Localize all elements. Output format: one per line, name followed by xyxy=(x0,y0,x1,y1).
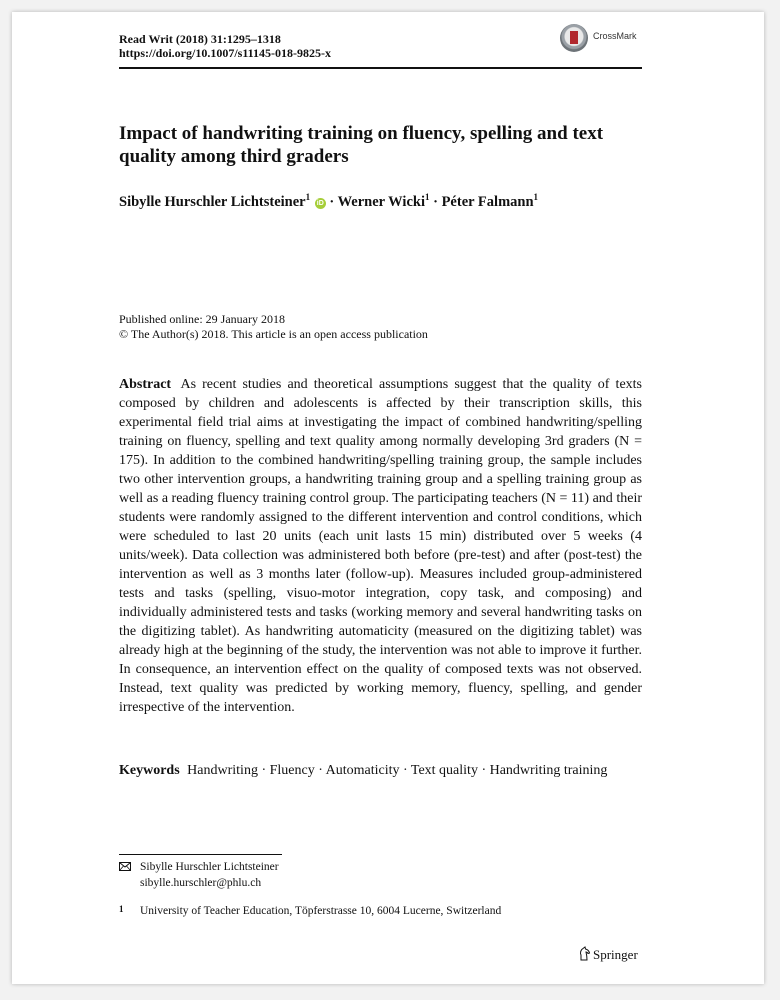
orcid-icon[interactable]: iD xyxy=(316,199,324,207)
header-divider xyxy=(119,67,642,69)
abstract-label: Abstract xyxy=(119,377,172,392)
envelope-icon xyxy=(119,862,131,871)
publisher-logo xyxy=(578,946,638,963)
crossmark-icon xyxy=(560,24,588,52)
keywords xyxy=(119,761,642,780)
doi-link[interactable]: https://doi.org/10.1007/s11145-018-9825-x xyxy=(119,46,332,60)
abstract-text: As recent studies and theoretical assumptions suggest that the quality of texts composed by children and adolescents is affected by their transcription skills, this experimental field trial aims at investigating the impact of combined handwriting/spelling training on fluency, spelling and text quality among normally developing 3rd graders (N = 175). In addition to the combined handwriting/spelling training group, the sample includes two other intervention groups, a handwriting training group and a spelling training group as well as a reading fluency training control group. The participating teachers (N = 11) and their students were randomly assigned to the different intervention and control conditions, which were scheduled to last 20 units (each unit lasts 15 min) distributed over 5 weeks (4 units/week). Data collection was administered both before (pre-test) and after (post-test) the intervention as well as 3 months later (follow-up). Measures included group-administered tests and tasks (spelling, visuo-motor integration, copy task, and composing) and individually administered tests and tasks (working memory and several handwriting tasks on the digitizing tablet). As handwriting automaticity (measured on the digitizing tablet) was already high at the beginning of the study, the intervention was not able to improve it further. In consequence, an intervention effect on the quality of composed texts was not observed. Instead, text quality was predicted by working memory, fluency, spelling, and gender irrespective of the intervention. xyxy=(119,377,642,715)
corresponding-author-name: Sibylle Hurschler Lichtsteiner xyxy=(140,861,279,873)
crossmark-label: CrossMark xyxy=(593,31,637,41)
affiliation-number: 1 xyxy=(119,904,124,914)
abstract xyxy=(119,375,642,717)
affiliation-text: University of Teacher Education, Töpferstrasse 10, 6004 Lucerne, Switzerland xyxy=(140,905,502,917)
footnote-divider xyxy=(119,854,282,855)
author-name: Péter Falmann xyxy=(441,193,534,210)
crossmark-badge[interactable] xyxy=(560,22,650,58)
article-title: Impact of handwriting training on fluency, spelling and text quality among third graders xyxy=(119,123,604,167)
keywords-text: Handwriting · Fluency · Automaticity · Text quality · Handwriting training xyxy=(187,763,608,778)
corresponding-author-email[interactable]: sibylle.hurschler@phlu.ch xyxy=(140,877,262,889)
publisher-name: Springer xyxy=(593,947,638,962)
author-list xyxy=(119,192,538,211)
author-affiliation-mark: 1 xyxy=(305,192,311,202)
author-name: Sibylle Hurschler Lichtsteiner xyxy=(119,193,306,210)
springer-horse-icon xyxy=(578,946,591,961)
author-name: Werner Wicki xyxy=(337,193,425,210)
article-page xyxy=(12,12,764,984)
author-affiliation-mark: 1 xyxy=(424,192,430,202)
journal-reference: Read Writ (2018) 31:1295–1318 xyxy=(119,32,281,46)
published-date: Published online: 29 January 2018 xyxy=(119,312,285,326)
author-separator: · xyxy=(325,193,338,210)
author-affiliation-mark: 1 xyxy=(533,192,539,202)
keywords-label: Keywords xyxy=(119,763,180,778)
copyright-notice: © The Author(s) 2018. This article is an open access publication xyxy=(119,327,428,341)
author-separator: · xyxy=(429,193,442,210)
